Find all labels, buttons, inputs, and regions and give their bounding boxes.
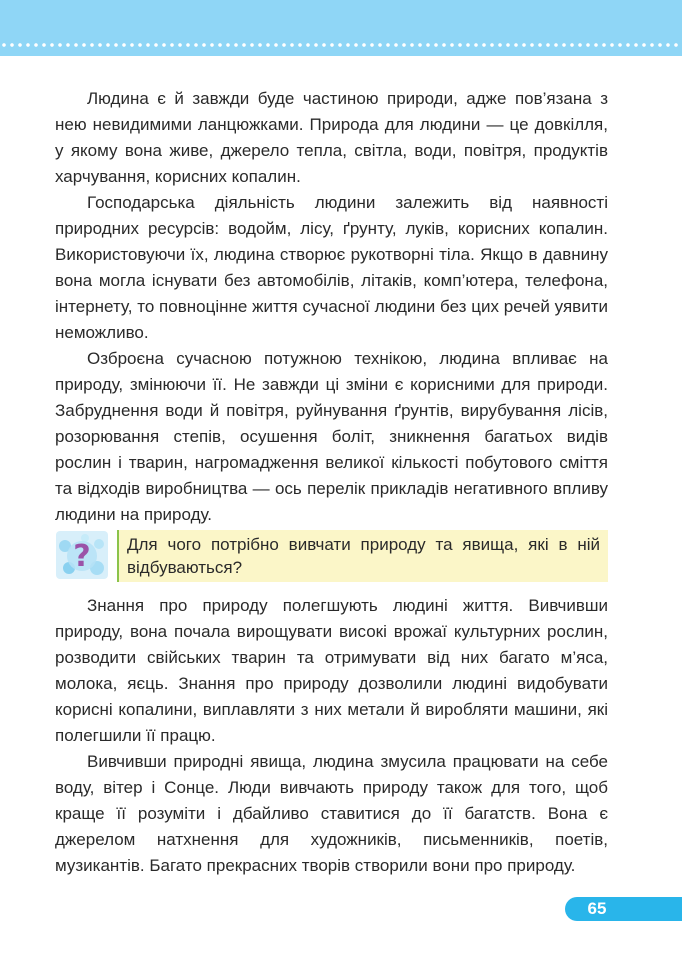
text-block-2 xyxy=(55,593,608,879)
text-block-1 xyxy=(55,86,608,528)
question-text: Для чого потрібно вивчати природу та явища, які в ній відбуваються? xyxy=(127,535,600,577)
question-mark-icon xyxy=(55,530,109,580)
paragraph-5: Вивчивши природні явища, людина змусила працювати на себе воду, вітер і Сонце. Люди вивчають природу також для того, щоб краще її розуміти і дбайливо ставитися до її багатств. Вона є джерелом натхнення для художників, письменників, поетів, музикантів. Багато прекрасних творів створили вони про природу. xyxy=(55,752,608,875)
svg-text:?: ? xyxy=(73,539,91,574)
page-number-tab xyxy=(565,897,682,921)
paragraph-4: Знання про природу полегшують людині життя. Вивчивши природу, вона почала вирощувати високі врожаї культурних рослин, розводити свійських тварин та отримувати від них багато м’яса, молока, яєць. Знання про природу дозволили людині видобувати корисні копалини, виплавляти з них метали й виробляти машини, які полегшили її працю. xyxy=(55,596,608,745)
page-number: 65 xyxy=(587,899,607,918)
paragraph-3: Озброєна сучасною потужною технікою, людина впливає на природу, змінюючи її. Не завжди ці зміни є корисними для природи. Забруднення води й повітря, руйнування ґрунтів, вирубування лісів, розорювання степів, осушення боліт, зникнення багатьох видів рослин і тварин, нагромадження великої кількості побутового сміття та відходів виробництва — ось перелік прикладів негативного впливу людини на природу. xyxy=(55,349,608,524)
paragraph-2: Господарська діяльність людини залежить від наявності природних ресурсів: водойм, лісу, ґрунту, луків, корисних копалин. Використовуючи їх, людина створює рукотворні тіла. Якщо в давнину вона могла існувати без автомобілів, літаків, комп’ютера, телефона, інтернету, то повноцінне життя сучасної людини без цих речей уявити неможливо. xyxy=(55,193,608,342)
question-panel xyxy=(117,530,608,582)
header-dotted-line xyxy=(0,42,682,48)
question-box xyxy=(55,530,608,582)
paragraph-1: Людина є й завжди буде частиною природи, адже пов’язана з нею невидимими ланцюжками. Природа для людини — це довкілля, у якому вона живе, джерело тепла, світла, води, повітря, продуктів харчування, корисних копалин. xyxy=(55,89,608,186)
